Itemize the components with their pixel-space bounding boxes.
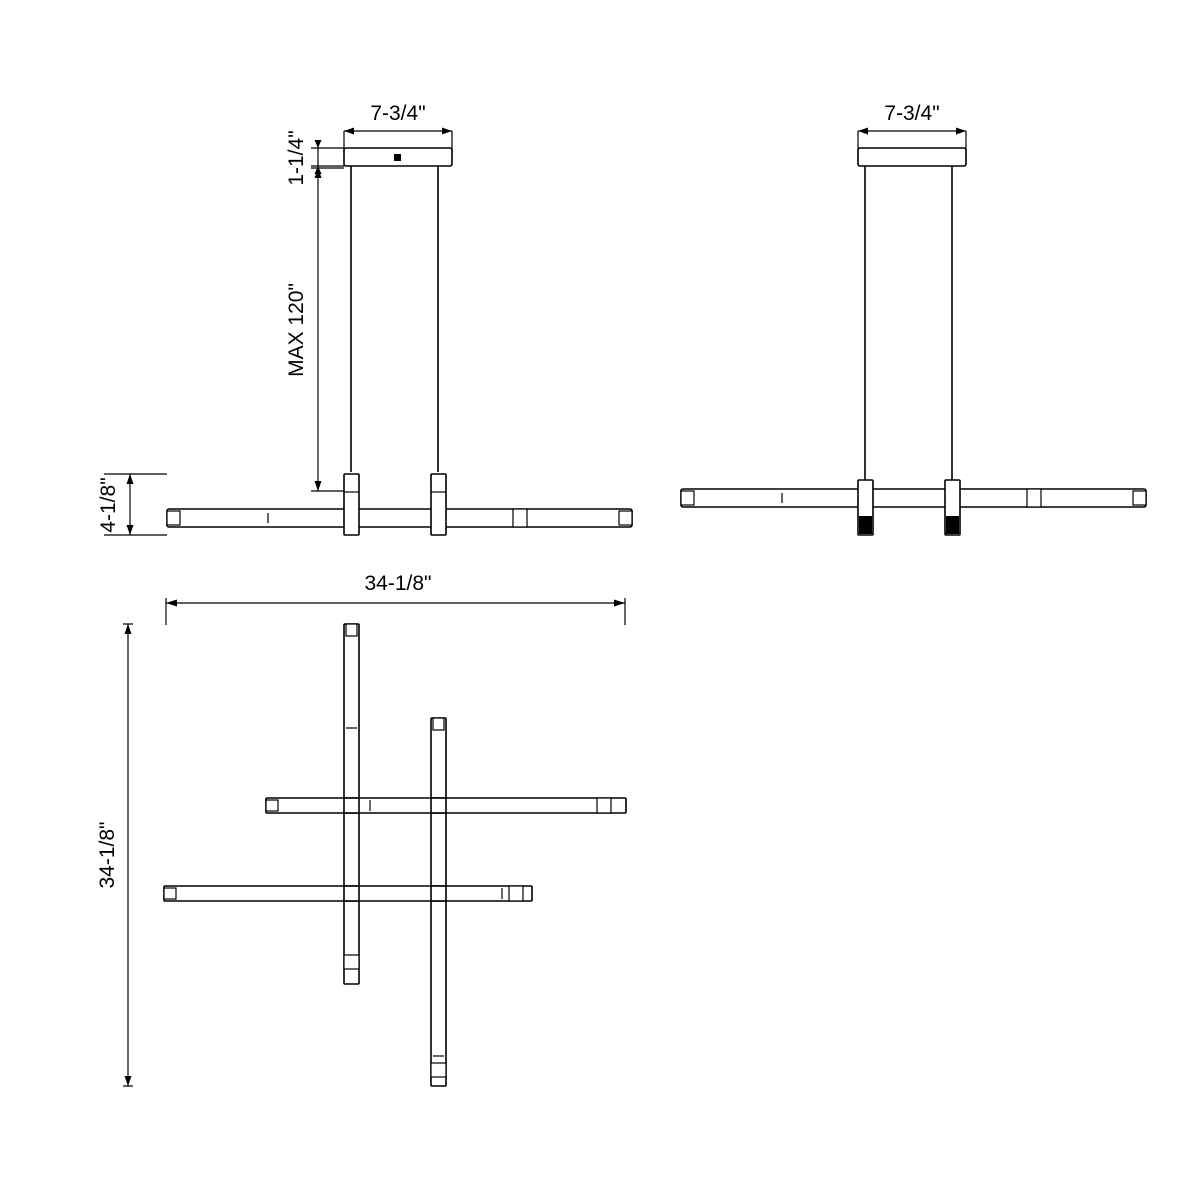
front-max-drop-dimension [311,168,344,491]
side-fixture-body [681,480,1146,535]
front-elevation-view [97,102,632,535]
side-canopy [858,148,966,166]
plan-depth-dimension [123,624,133,1086]
plan-bar-vertical-b [431,718,446,1086]
plan-width-label: 34-1/8" [364,572,432,595]
plan-width-dimension [166,598,625,625]
side-elevation-view [681,102,1146,535]
side-width-label: 7-3/4" [884,102,940,125]
front-fixture-body [167,474,632,535]
plan-depth-label: 34-1/8" [96,821,119,889]
front-fixture-height-label: 4-1/8" [97,477,120,533]
front-canopy-height-label: 1-1/4" [285,130,308,186]
front-width-label: 7-3/4" [370,102,426,125]
front-max-drop-label: MAX 120" [285,283,308,377]
front-canopy-height-dimension [311,140,344,176]
plan-view [96,572,626,1086]
front-canopy [344,148,452,166]
